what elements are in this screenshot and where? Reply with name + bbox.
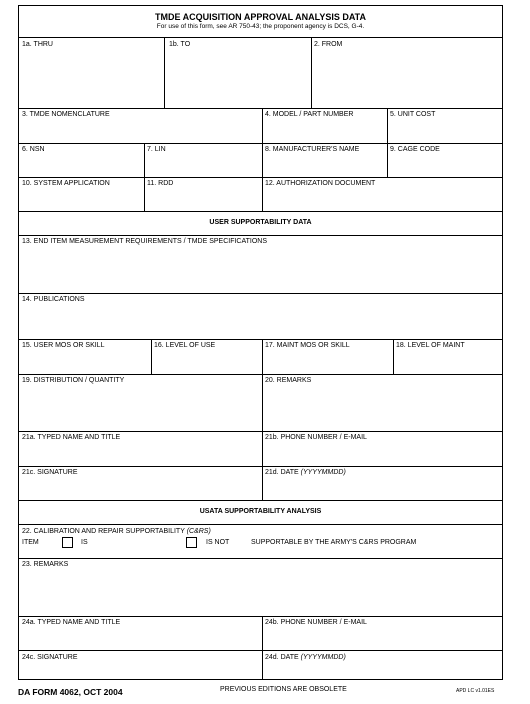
field-21a-name-label: 21a. TYPED NAME AND TITLE — [22, 434, 121, 441]
field-18-level-of-maint-label: 18. LEVEL OF MAINT — [396, 342, 465, 349]
to-field[interactable] — [166, 51, 310, 107]
divider — [164, 37, 165, 108]
user-mos-field[interactable] — [20, 352, 150, 373]
apd-version: APD LC v1.01ES — [456, 688, 495, 694]
field-22-calibration-label: 22. CALIBRATION AND REPAIR SUPPORTABILITY (C&RS) — [22, 528, 211, 535]
rule — [19, 558, 502, 559]
rule — [19, 374, 502, 375]
divider — [151, 339, 152, 374]
rule — [19, 500, 502, 501]
field-5-unit-cost-label: 5. UNIT COST — [390, 111, 436, 118]
divider — [387, 108, 388, 177]
field-24b-phone-label: 24b. PHONE NUMBER / E-MAIL — [265, 619, 367, 626]
divider — [311, 37, 312, 108]
field-7-lin-label: 7. LIN — [147, 146, 166, 153]
item-label: ITEM — [22, 539, 39, 546]
distribution-field[interactable] — [20, 387, 261, 430]
field-16-level-of-use-label: 16. LEVEL OF USE — [154, 342, 216, 349]
remarks-23-field[interactable] — [20, 571, 501, 615]
date-24d-field[interactable] — [264, 664, 501, 679]
divider — [144, 143, 145, 211]
manufacturer-field[interactable] — [264, 156, 386, 176]
is-not-checkbox[interactable] — [186, 537, 197, 548]
nsn-field[interactable] — [20, 156, 143, 176]
nomenclature-field[interactable] — [20, 121, 261, 142]
is-not-label: IS NOT — [206, 539, 230, 546]
thru-field[interactable] — [20, 51, 163, 107]
is-checkbox[interactable] — [62, 537, 73, 548]
field-21b-phone-label: 21b. PHONE NUMBER / E-MAIL — [265, 434, 367, 441]
field-12-authorization-label: 12. AUTHORIZATION DOCUMENT — [265, 180, 376, 187]
form-title: TMDE ACQUISITION APPROVAL ANALYSIS DATA — [154, 12, 366, 22]
date-21d-field[interactable] — [264, 479, 501, 499]
field-19-distribution-label: 19. DISTRIBUTION / QUANTITY — [22, 377, 125, 384]
field-10-system-application-label: 10. SYSTEM APPLICATION — [22, 180, 110, 187]
signature-21c-field[interactable] — [20, 479, 261, 499]
field-9-cage-code-label: 9. CAGE CODE — [390, 146, 440, 153]
phone-21b-field[interactable] — [264, 444, 501, 465]
divider — [393, 339, 394, 374]
date-format-hint: (YYYYMMDD) — [300, 469, 346, 476]
from-field[interactable] — [313, 51, 501, 107]
rule — [19, 466, 502, 467]
field-23-remarks-label: 23. REMARKS — [22, 561, 69, 568]
rule — [19, 293, 502, 294]
divider — [262, 108, 263, 211]
lin-field[interactable] — [146, 156, 261, 176]
name-21a-field[interactable] — [20, 444, 261, 465]
field-21d-date-label: 21d. DATE (YYYYMMDD) — [265, 469, 346, 476]
authorization-field[interactable] — [264, 190, 501, 210]
field-1b-to-label: 1b. TO — [169, 41, 191, 48]
supportable-text: SUPPORTABLE BY THE ARMY'S C&RS PROGRAM — [251, 539, 417, 546]
field-1a-thru-label: 1a. THRU — [22, 41, 53, 48]
field-14-publications-label: 14. PUBLICATIONS — [22, 296, 85, 303]
rule — [19, 339, 502, 340]
rule — [19, 650, 502, 651]
rule — [19, 616, 502, 617]
cage-code-field[interactable] — [389, 156, 501, 176]
form-subtitle: For use of this form, see AR 750-43; the proponent agency is DCS, G-4. — [156, 23, 365, 30]
phone-24b-field[interactable] — [264, 629, 501, 649]
crs-abbreviation: (C&RS) — [186, 528, 211, 535]
form-container — [18, 5, 503, 680]
rule — [19, 524, 502, 525]
field-21c-signature-label: 21c. SIGNATURE — [22, 469, 78, 476]
requirements-field[interactable] — [20, 248, 501, 292]
rule — [19, 211, 502, 212]
remarks-20-field[interactable] — [264, 387, 501, 430]
field-24a-name-label: 24a. TYPED NAME AND TITLE — [22, 619, 121, 626]
section-user-supportability: USER SUPPORTABILITY DATA — [209, 219, 312, 226]
previous-editions-note: PREVIOUS EDITIONS ARE OBSOLETE — [220, 686, 347, 693]
signature-24c-field[interactable] — [20, 664, 261, 679]
field-24c-signature-label: 24c. SIGNATURE — [22, 654, 78, 661]
model-field[interactable] — [264, 121, 386, 142]
field-13-requirements-label: 13. END ITEM MEASUREMENT REQUIREMENTS / TMDE SPECIFICATIONS — [22, 238, 268, 245]
field-24d-date-label: 24d. DATE (YYYYMMDD) — [265, 654, 346, 661]
maint-mos-field[interactable] — [264, 352, 392, 373]
system-application-field[interactable] — [20, 190, 143, 210]
name-24a-field[interactable] — [20, 629, 261, 649]
field-17-maint-mos-label: 17. MAINT MOS OR SKILL — [265, 342, 350, 349]
rule — [19, 143, 502, 144]
is-label: IS — [81, 539, 88, 546]
divider — [262, 616, 263, 680]
field-6-nsn-label: 6. NSN — [22, 146, 45, 153]
field-3-nomenclature-label: 3. TMDE NOMENCLATURE — [22, 111, 110, 118]
form-id: DA FORM 4062, OCT 2004 — [18, 687, 123, 697]
field-20-remarks-label: 20. REMARKS — [265, 377, 312, 384]
rule — [19, 431, 502, 432]
field-8-manufacturer-label: 8. MANUFACTURER'S NAME — [265, 146, 360, 153]
field-15-user-mos-label: 15. USER MOS OR SKILL — [22, 342, 105, 349]
unit-cost-field[interactable] — [389, 121, 501, 142]
rule — [19, 235, 502, 236]
rule — [19, 108, 502, 109]
divider — [262, 339, 263, 500]
field-2-from-label: 2. FROM — [314, 41, 343, 48]
section-usata-supportability: USATA SUPPORTABILITY ANALYSIS — [199, 508, 322, 515]
rdd-field[interactable] — [146, 190, 261, 210]
level-of-use-field[interactable] — [153, 352, 261, 373]
rule — [19, 37, 502, 38]
field-11-rdd-label: 11. RDD — [147, 180, 174, 187]
publications-field[interactable] — [20, 306, 501, 338]
rule — [19, 177, 502, 178]
date-format-hint: (YYYYMMDD) — [300, 654, 346, 661]
level-of-maint-field[interactable] — [395, 352, 501, 373]
field-4-model-label: 4. MODEL / PART NUMBER — [265, 111, 354, 118]
